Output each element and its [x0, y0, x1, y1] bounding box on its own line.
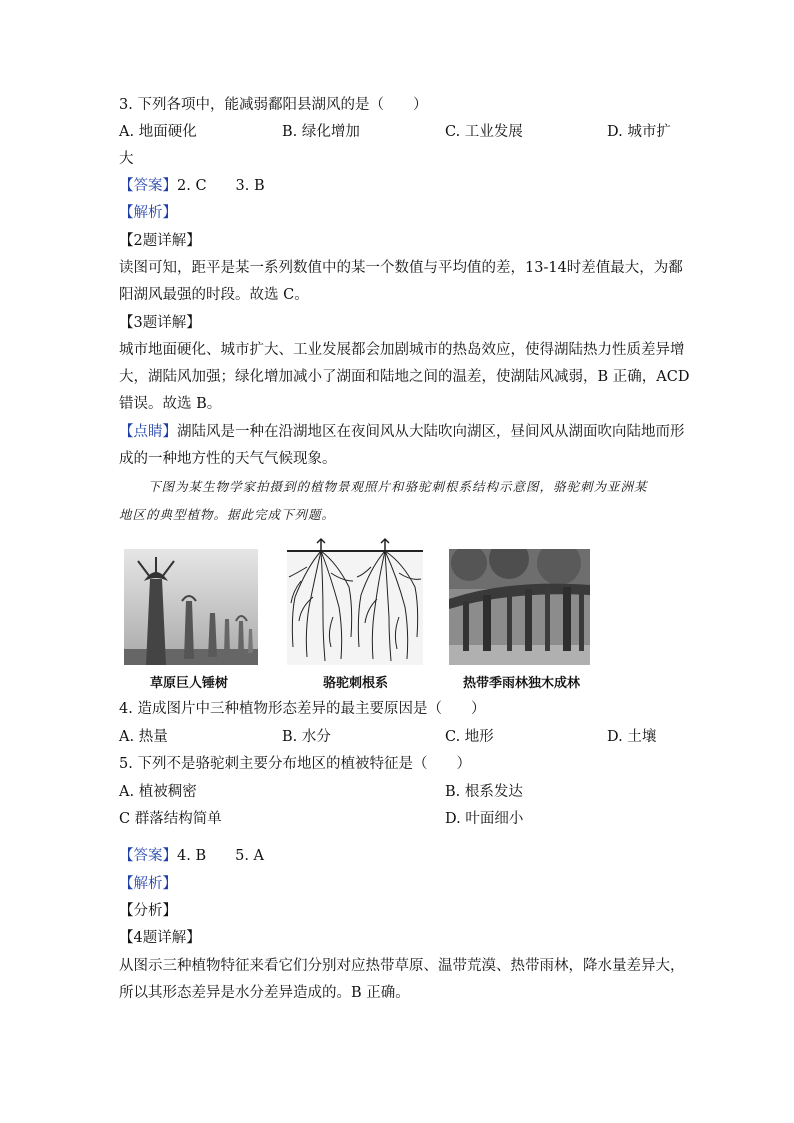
- note-tag: 【点睛】: [119, 424, 177, 440]
- note-line-1: [119, 423, 685, 441]
- q4-option-d: D. 土壤: [607, 729, 657, 745]
- question-4-stem: 4. 造成图片中三种植物形态差异的最主要原因是（ ）: [119, 701, 486, 717]
- q3-option-c: C. 工业发展: [445, 124, 523, 140]
- q3-option-d: D. 城市扩: [607, 124, 671, 140]
- figure-caption-camelthorn: 骆驼刺根系: [323, 676, 389, 691]
- answer-text-2: 4. B 5. A: [177, 848, 265, 864]
- q4-detail-line-1: 从图示三种植物特征来看它们分别对应热带草原、温带荒漠、热带雨林，降水量差异大，: [119, 958, 685, 974]
- answer-text: 2. C 3. B: [177, 178, 265, 194]
- q5-option-d: D. 叶面细小: [445, 811, 524, 827]
- q4-option-a: A. 热量: [119, 729, 168, 745]
- q4-detail-line-2: 所以其形态差异是水分差异造成的。B 正确。: [119, 985, 410, 1001]
- note-text-1: 湖陆风是一种在沿湖地区在夜间风从大陆吹向湖区，昼间风从湖面吹向陆地而形: [177, 424, 685, 440]
- q3-detail-line-2: 大，湖陆风加强；绿化增加减小了湖面和陆地之间的温差，使湖陆风减弱，B 正确，ACD: [119, 369, 690, 385]
- q3-option-a: A. 地面硬化: [119, 124, 197, 140]
- q4-option-b: B. 水分: [282, 729, 331, 745]
- q2-detail-title: 【2题详解】: [119, 233, 201, 249]
- q3-detail-line-3: 错误。故选 B。: [119, 396, 222, 412]
- q2-detail-line-1: 读图可知，距平是某一系列数值中的某一个数值与平均值的差，13-14时差值最大，为鄱: [119, 260, 683, 276]
- analysis-tag-1: 【解析】: [119, 205, 177, 221]
- question-5-stem: 5. 下列不是骆驼刺主要分布地区的植被特征是（ ）: [119, 756, 471, 772]
- q3-option-b: B. 绿化增加: [282, 124, 360, 140]
- q3-detail-line-1: 城市地面硬化、城市扩大、工业发展都会加剧城市的热岛效应，使得湖陆热力性质差异增: [119, 342, 685, 358]
- banyan-photo: [449, 549, 590, 665]
- q3-option-d-overflow: 大: [119, 151, 134, 167]
- intro-line-1: 下图为某生物学家拍摄到的植物景观照片和骆驼刺根系结构示意图，骆驼刺为亚洲某: [148, 479, 648, 494]
- analysis-tag-2: 【解析】: [119, 876, 177, 892]
- q4-option-c: C. 地形: [445, 729, 494, 745]
- q3-detail-title: 【3题详解】: [119, 315, 201, 331]
- note-line-2: 成的一种地方性的天气气候现象。: [119, 451, 337, 467]
- q2-detail-line-2: 阳湖风最强的时段。故选 C。: [119, 287, 309, 303]
- question-3-stem: 3. 下列各项中，能减弱鄱阳县湖风的是（ ）: [119, 97, 428, 113]
- q5-option-b: B. 根系发达: [445, 784, 523, 800]
- answer-tag: 【答案】: [119, 178, 177, 194]
- analysis-sub-tag: 【分析】: [119, 903, 177, 919]
- answer-line-2: [119, 847, 264, 865]
- figure-caption-baobab: 草原巨人锤树: [150, 676, 229, 691]
- q5-option-a: A. 植被稠密: [119, 784, 197, 800]
- q4-detail-title: 【4题详解】: [119, 930, 201, 946]
- q5-option-c: C 群落结构简单: [119, 811, 222, 827]
- baobab-photo: [124, 549, 258, 665]
- camelthorn-root-diagram: [287, 537, 423, 665]
- answer-line-1: [119, 177, 265, 195]
- answer-tag-2: 【答案】: [119, 848, 177, 864]
- intro-line-2: 地区的典型植物。据此完成下列题。: [119, 507, 336, 522]
- figure-caption-banyan: 热带季雨林独木成林: [463, 676, 581, 691]
